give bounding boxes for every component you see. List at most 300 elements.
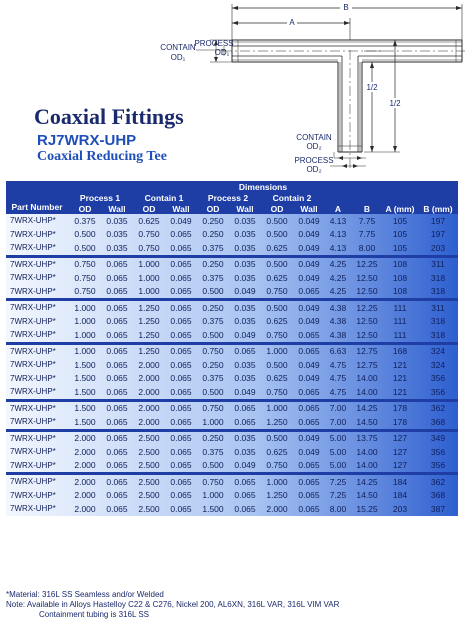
table-cell: 0.065 [106, 316, 128, 327]
part-number-cell: 7WRX-UHP* [10, 373, 56, 383]
process-od2-sub: OD₂ [306, 165, 322, 174]
table-cell: 0.065 [106, 503, 128, 514]
table-cell: 1.000 [74, 316, 96, 327]
tee-run-pipe [222, 40, 465, 62]
table-cell: 2.000 [74, 446, 96, 457]
availability-note: Note: Available in Alloys Hastelloy C22 & C276, Nickel 200, AL6XN, 316L VAR, 316L VIM VAR [6, 600, 340, 609]
table-cell: 5.00 [329, 460, 347, 471]
table-cell: 1.250 [132, 343, 166, 358]
table-cell: 0.035 [234, 242, 256, 253]
column-header-b: B [352, 203, 382, 214]
process-od2-label: PROCESS [294, 156, 334, 165]
table-cell: 14.00 [356, 446, 378, 457]
table-cell: 0.035 [106, 215, 128, 226]
table-cell: 0.065 [166, 400, 196, 415]
table-cell: 12.50 [356, 286, 378, 297]
table-cell: 4.75 [329, 373, 347, 384]
table-cell: 0.250 [196, 300, 230, 315]
table-cell: 1.250 [266, 490, 288, 501]
table-cell: 4.38 [324, 300, 352, 315]
table-cell: 0.035 [106, 242, 128, 253]
table-cell: 1.250 [132, 300, 166, 315]
table-cell: 178 [382, 400, 418, 415]
table-cell: 7.25 [329, 490, 347, 501]
table-cell: 0.750 [196, 343, 230, 358]
table-cell: 2.500 [138, 446, 160, 457]
table-cell: 7.00 [329, 416, 347, 427]
table-cell: 7.75 [358, 215, 376, 226]
table-cell: 0.035 [234, 215, 256, 226]
column-header-wall: Wall [166, 203, 196, 214]
table-cell: 0.250 [196, 256, 230, 271]
table-row [6, 256, 458, 271]
table-row [6, 502, 458, 516]
table-cell: 0.625 [266, 373, 288, 384]
part-number-cell: 7WRX-UHP* [6, 474, 68, 489]
table-cell: 0.250 [196, 430, 230, 445]
table-cell: 356 [430, 460, 446, 471]
column-group-process-2: Process 2 [196, 192, 260, 203]
table-cell: 0.065 [170, 460, 192, 471]
table-cell: 0.065 [166, 256, 196, 271]
part-number-cell: 7WRX-UHP* [10, 286, 56, 296]
table-cell: 0.065 [106, 416, 128, 427]
table-cell: 0.035 [234, 316, 256, 327]
table-cell: 0.250 [202, 229, 224, 240]
table-cell: 105 [392, 215, 408, 226]
table-cell: 0.750 [196, 474, 230, 489]
table-cell: 12.75 [356, 359, 378, 370]
contain-od2-label: CONTAIN [296, 133, 332, 142]
table-cell: 0.065 [230, 474, 260, 489]
table-cell: 14.25 [352, 400, 382, 415]
table-cell: 0.065 [298, 460, 320, 471]
table-cell: 0.750 [266, 386, 288, 397]
table-cell: 0.500 [260, 430, 294, 445]
column-header-a-mm: A (mm) [382, 203, 418, 214]
table-cell: 127 [382, 430, 418, 445]
table-row [6, 271, 458, 285]
table-cell: 13.75 [352, 430, 382, 445]
table-cell: 184 [392, 490, 408, 501]
column-header-wall: Wall [102, 203, 132, 214]
table-cell: 0.500 [260, 256, 294, 271]
table-cell: 14.25 [352, 474, 382, 489]
table-cell: 0.035 [230, 256, 260, 271]
table-cell: 0.049 [234, 329, 256, 340]
table-cell: 0.065 [170, 359, 192, 370]
table-cell: 0.500 [202, 386, 224, 397]
table-cell: 0.500 [266, 359, 288, 370]
table-cell: 0.065 [102, 474, 132, 489]
table-cell: 4.13 [329, 242, 347, 253]
table-cell: 0.065 [102, 400, 132, 415]
part-number-cell: 7WRX-UHP* [6, 430, 68, 445]
table-cell: 0.065 [170, 373, 192, 384]
table-cell: 0.065 [102, 430, 132, 445]
table-cell: 0.065 [170, 272, 192, 283]
table-row [6, 343, 458, 358]
table-row [6, 358, 458, 372]
part-number-cell: 7WRX-UHP* [6, 400, 68, 415]
table-cell: 111 [393, 329, 407, 340]
dimension-half-b-label: 1/2 [389, 99, 401, 108]
table-cell: 2.000 [68, 430, 102, 445]
table-cell: 0.049 [298, 242, 320, 253]
part-number-cell: 7WRX-UHP* [10, 216, 56, 226]
table-cell: 197 [430, 229, 446, 240]
table-cell: 0.500 [260, 300, 294, 315]
part-number-cell: 7WRX-UHP* [10, 504, 56, 514]
table-cell: 2.000 [138, 359, 160, 370]
model-number: RJ7WRX-UHP [37, 132, 137, 149]
table-cell: 1.000 [68, 300, 102, 315]
part-number-cell: 7WRX-UHP* [10, 243, 56, 253]
table-cell: 0.049 [298, 359, 320, 370]
dimension-b-label: B [343, 3, 349, 12]
table-cell: 0.375 [202, 242, 224, 253]
table-cell: 178 [392, 416, 408, 427]
table-cell: 0.065 [230, 343, 260, 358]
table-cell: 5.00 [324, 430, 352, 445]
table-cell: 0.049 [298, 229, 320, 240]
table-cell: 0.750 [74, 272, 96, 283]
table-cell: 0.035 [106, 229, 128, 240]
contain-od1-sub: OD₁ [170, 53, 186, 62]
table-row [6, 315, 458, 329]
table-cell: 108 [382, 256, 418, 271]
table-cell: 0.065 [102, 300, 132, 315]
table-cell: 2.000 [266, 503, 288, 514]
table-cell: 1.000 [132, 256, 166, 271]
table-cell: 0.065 [294, 400, 324, 415]
table-cell: 12.25 [352, 256, 382, 271]
table-cell: 0.065 [166, 300, 196, 315]
part-number-cell: 7WRX-UHP* [10, 330, 56, 340]
table-cell: 0.049 [298, 215, 320, 226]
table-cell: 349 [418, 430, 458, 445]
table-cell: 1.000 [260, 400, 294, 415]
table-cell: 0.065 [170, 503, 192, 514]
table-header-row-subcolumns [6, 203, 458, 214]
contain-od1-label: CONTAIN [160, 43, 196, 52]
table-cell: 0.375 [202, 446, 224, 457]
table-cell: 1.500 [74, 386, 96, 397]
table-cell: 1.250 [138, 329, 160, 340]
column-header-part-number: Part Number [6, 181, 68, 214]
table-cell: 0.049 [294, 430, 324, 445]
table-cell: 5.00 [329, 446, 347, 457]
column-header-b-mm: B (mm) [418, 203, 458, 214]
table-cell: 4.75 [329, 359, 347, 370]
table-cell: 0.065 [294, 343, 324, 358]
table-cell: 2.000 [74, 460, 96, 471]
table-cell: 4.38 [329, 316, 347, 327]
table-cell: 0.375 [202, 373, 224, 384]
table-cell: 362 [418, 474, 458, 489]
table-cell: 356 [430, 386, 446, 397]
table-cell: 0.750 [266, 329, 288, 340]
table-cell: 356 [430, 446, 446, 457]
part-number-cell: 7WRX-UHP* [6, 256, 68, 271]
product-subtitle: Coaxial Reducing Tee [37, 149, 167, 164]
table-cell: 2.500 [138, 460, 160, 471]
table-cell: 0.375 [202, 316, 224, 327]
part-number-cell: 7WRX-UHP* [6, 300, 68, 315]
table-cell: 1.250 [138, 316, 160, 327]
table-cell: 0.065 [298, 503, 320, 514]
part-number-cell: 7WRX-UHP* [10, 490, 56, 500]
table-cell: 1.500 [74, 359, 96, 370]
table-cell: 0.035 [230, 300, 260, 315]
table-cell: 0.500 [74, 229, 96, 240]
table-cell: 0.065 [106, 272, 128, 283]
table-cell: 0.035 [230, 430, 260, 445]
table-cell: 0.750 [196, 400, 230, 415]
table-cell: 0.750 [138, 242, 160, 253]
table-row [6, 328, 458, 343]
table-row [6, 445, 458, 459]
table-cell: 0.065 [298, 286, 320, 297]
table-cell: 203 [392, 503, 408, 514]
table-cell: 0.049 [294, 300, 324, 315]
table-cell: 12.50 [356, 316, 378, 327]
table-cell: 0.049 [298, 272, 320, 283]
contain-od2-sub: OD₂ [306, 142, 322, 151]
table-cell: 111 [393, 316, 407, 327]
part-number-cell: 7WRX-UHP* [10, 417, 56, 427]
table-cell: 324 [430, 359, 446, 370]
part-number-cell: 7WRX-UHP* [10, 447, 56, 457]
table-cell: 0.750 [74, 286, 96, 297]
table-cell: 7.00 [324, 400, 352, 415]
table-cell: 318 [430, 286, 446, 297]
table-body [6, 214, 458, 516]
part-number-cell: 7WRX-UHP* [6, 343, 68, 358]
table-row [6, 430, 458, 445]
table-cell: 0.750 [266, 460, 288, 471]
table-cell: 1.000 [202, 416, 224, 427]
table-cell: 0.065 [106, 490, 128, 501]
table-cell: 0.500 [74, 242, 96, 253]
table-cell: 0.049 [294, 256, 324, 271]
table-cell: 1.000 [138, 286, 160, 297]
table-cell: 14.50 [356, 416, 378, 427]
table-cell: 0.065 [298, 416, 320, 427]
table-cell: 0.049 [234, 286, 256, 297]
table-cell: 0.500 [202, 286, 224, 297]
table-cell: 0.065 [170, 286, 192, 297]
table-cell: 0.049 [298, 316, 320, 327]
table-cell: 6.63 [324, 343, 352, 358]
process-od1-label: PROCESS [194, 39, 234, 48]
table-cell: 0.035 [234, 446, 256, 457]
table-cell: 8.00 [358, 242, 376, 253]
column-header-a: A [324, 203, 352, 214]
dimension-a-label: A [289, 18, 295, 27]
table-cell: 318 [430, 316, 446, 327]
table-cell: 318 [430, 272, 446, 283]
table-cell: 0.625 [266, 446, 288, 457]
table-cell: 0.065 [170, 386, 192, 397]
table-cell: 12.25 [352, 300, 382, 315]
table-cell: 0.065 [170, 229, 192, 240]
table-cell: 4.13 [329, 229, 347, 240]
table-cell: 105 [392, 242, 408, 253]
table-cell: 0.375 [202, 272, 224, 283]
table-cell: 1.500 [68, 400, 102, 415]
table-cell: 0.035 [234, 359, 256, 370]
table-cell: 12.75 [352, 343, 382, 358]
table-cell: 2.500 [138, 503, 160, 514]
table-row [6, 400, 458, 415]
table-cell: 0.065 [298, 386, 320, 397]
column-group-dimensions: Dimensions [68, 181, 458, 192]
table-cell: 2.500 [138, 490, 160, 501]
table-row [6, 300, 458, 315]
table-cell: 2.000 [138, 386, 160, 397]
table-cell: 0.250 [202, 215, 224, 226]
column-group-contain-1: Contain 1 [132, 192, 196, 203]
table-cell: 0.750 [266, 286, 288, 297]
table-cell: 0.065 [234, 490, 256, 501]
part-number-cell: 7WRX-UHP* [10, 360, 56, 370]
column-header-od: OD [68, 203, 102, 214]
table-row [6, 285, 458, 300]
table-cell: 1.000 [260, 474, 294, 489]
table-cell: 311 [418, 256, 458, 271]
table-cell: 7.25 [324, 474, 352, 489]
table-cell: 0.625 [266, 316, 288, 327]
column-group-blank [324, 192, 458, 203]
table-cell: 203 [430, 242, 446, 253]
table-cell: 0.065 [234, 416, 256, 427]
table-cell: 0.065 [166, 430, 196, 445]
part-number-cell: 7WRX-UHP* [10, 273, 56, 283]
table-cell: 2.000 [138, 373, 160, 384]
table-cell: 0.065 [166, 474, 196, 489]
dimension-half-a-label: 1/2 [366, 83, 378, 92]
table-cell: 0.065 [230, 400, 260, 415]
table-cell: 0.065 [170, 490, 192, 501]
table-cell: 0.065 [106, 329, 128, 340]
table-cell: 108 [392, 272, 408, 283]
table-header-row-dimensions [6, 181, 458, 192]
table-cell: 1.250 [266, 416, 288, 427]
column-header-wall: Wall [230, 203, 260, 214]
table-cell: 0.250 [202, 359, 224, 370]
table-row [6, 372, 458, 386]
table-cell: 311 [418, 300, 458, 315]
table-cell: 0.065 [294, 474, 324, 489]
table-cell: 2.500 [132, 474, 166, 489]
table-cell: 0.065 [298, 329, 320, 340]
table-cell: 0.065 [166, 343, 196, 358]
table-cell: 0.065 [170, 446, 192, 457]
tee-branch-pipe [338, 50, 362, 170]
table-cell: 121 [392, 373, 408, 384]
table-cell: 0.065 [170, 316, 192, 327]
table-cell: 318 [430, 329, 446, 340]
table-cell: 1.500 [202, 503, 224, 514]
table-row [6, 385, 458, 400]
table-cell: 4.25 [329, 286, 347, 297]
part-number-cell: 7WRX-UHP* [10, 316, 56, 326]
table-cell: 0.065 [170, 329, 192, 340]
table-cell: 2.000 [74, 490, 96, 501]
table-cell: 0.065 [298, 490, 320, 501]
footnotes [6, 590, 339, 620]
table-cell: 0.049 [298, 446, 320, 457]
table-cell: 0.049 [298, 373, 320, 384]
table-cell: 105 [392, 229, 408, 240]
table-cell: 12.50 [356, 329, 378, 340]
table-cell: 0.500 [202, 460, 224, 471]
table-cell: 1.500 [74, 416, 96, 427]
table-cell: 0.035 [234, 373, 256, 384]
table-cell: 15.25 [356, 503, 378, 514]
table-cell: 0.035 [234, 272, 256, 283]
table-cell: 0.049 [170, 215, 192, 226]
table-cell: 2.000 [132, 400, 166, 415]
table-cell: 12.50 [356, 272, 378, 283]
column-header-od: OD [260, 203, 294, 214]
table-cell: 1.000 [260, 343, 294, 358]
table-cell: 14.00 [356, 386, 378, 397]
table-cell: 8.00 [329, 503, 347, 514]
table-cell: 127 [392, 460, 408, 471]
part-number-cell: 7WRX-UHP* [10, 460, 56, 470]
table-cell: 368 [430, 416, 446, 427]
table-cell: 0.500 [202, 329, 224, 340]
table-cell: 0.065 [106, 446, 128, 457]
column-header-od: OD [196, 203, 230, 214]
table-cell: 2.000 [138, 416, 160, 427]
table-cell: 0.375 [74, 215, 96, 226]
page-title: Coaxial Fittings [34, 104, 184, 129]
table-cell: 14.00 [356, 460, 378, 471]
table-cell: 0.625 [266, 272, 288, 283]
table-cell: 7.75 [358, 229, 376, 240]
table-cell: 0.750 [138, 229, 160, 240]
table-cell: 0.065 [106, 386, 128, 397]
part-number-cell: 7WRX-UHP* [10, 229, 56, 239]
table-cell: 0.750 [68, 256, 102, 271]
table-cell: 1.000 [68, 343, 102, 358]
column-group-process-1: Process 1 [68, 192, 132, 203]
containment-note: Containment tubing is 316L SS [39, 610, 149, 619]
column-header-wall: Wall [294, 203, 324, 214]
table-cell: 4.25 [329, 272, 347, 283]
table-cell: 127 [392, 446, 408, 457]
table-row [6, 415, 458, 430]
table-cell: 121 [392, 386, 408, 397]
table-cell: 0.065 [106, 460, 128, 471]
column-group-contain-2: Contain 2 [260, 192, 324, 203]
table-cell: 387 [430, 503, 446, 514]
table-cell: 1.500 [74, 373, 96, 384]
table-cell: 4.25 [324, 256, 352, 271]
table-row [6, 241, 458, 256]
specifications-table [6, 181, 458, 516]
table-cell: 2.000 [68, 474, 102, 489]
table-cell: 108 [392, 286, 408, 297]
table-cell: 0.049 [234, 460, 256, 471]
table-header-row-groups [6, 192, 458, 203]
table-cell: 111 [382, 300, 418, 315]
table-cell: 324 [418, 343, 458, 358]
table-cell: 0.065 [106, 373, 128, 384]
